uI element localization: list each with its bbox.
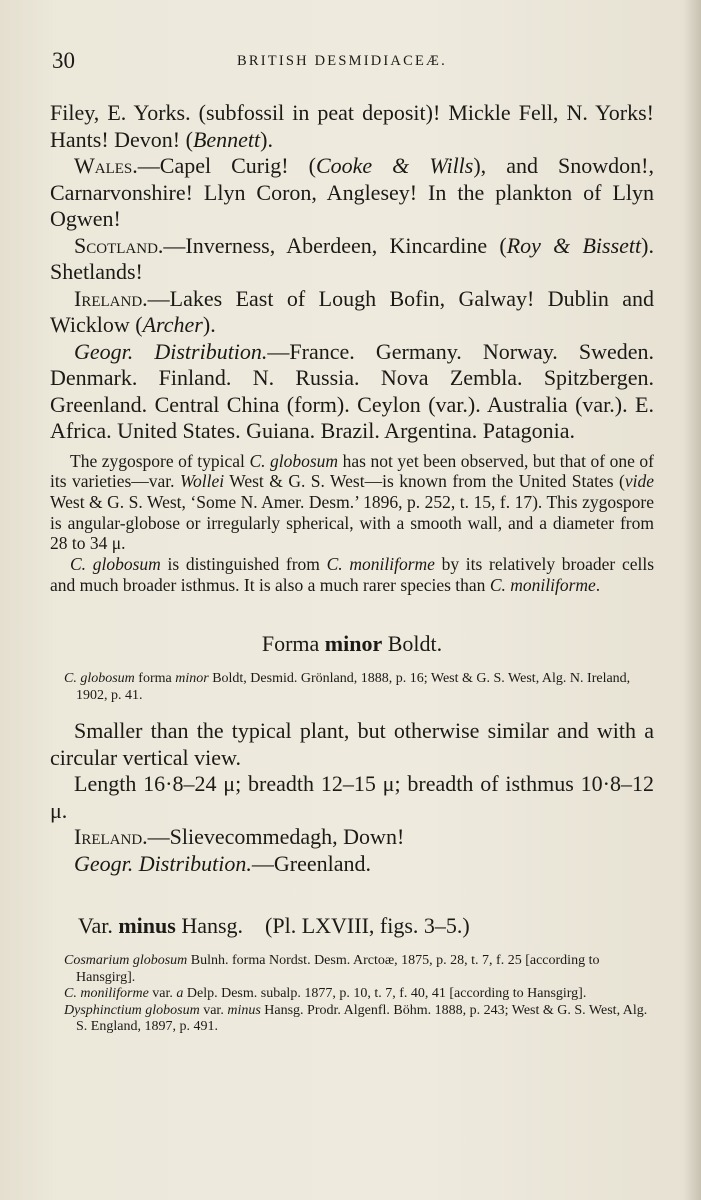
zygospore-note: The zygospore of typical C. globosum has not yet been observed, but that of one of its varieties—var. Wollei West & G. S. West—is known from the United States (vide West & G. S. West, ‘Some N. Amer. Desm.’ 1896, p. 252, t. 15, f. 17). This zygospore is angular-globose or irregularly spherical, with a smooth wall, and a diameter from 28 to 34 μ.: [50, 450, 655, 554]
var-minus-synonym-1: Cosmarium globosum Bulnh. forma Nordst. Desm. Arctoæ, 1875, p. 28, t. 7, f. 25 [according to Hansgirg].: [64, 953, 600, 985]
var-minus-synonym-2: C. moniliforme var. a Delp. Desm. subalp. 1877, p. 10, t. 7, f. 40, 41 [according to Hansgirg].: [64, 986, 587, 1002]
forma-minor-heading: Forma minor Boldt.: [261, 631, 443, 657]
page-number: 30: [52, 48, 75, 73]
var-minus-synonym-3: Dysphinctium globosum var. minus Hansg. Prodr. Algenfl. Böhm. 1888, p. 243; West & G. S. West, Alg. S. England, 1897, p. 491.: [64, 1002, 648, 1035]
page-body: [50, 100, 654, 1036]
distinguishing-note: C. globosum is distinguished from C. moniliforme by its relatively broader cells and much broader isthmus. It is also a much rarer species than C. moniliforme.: [50, 554, 655, 595]
wales-localities: Wales.—Capel Curig! (Cooke & Wills), and Snowdon!, Carnarvonshire! Llyn Coron, Anglesey! In the plankton of Llyn Ogwen!: [50, 153, 654, 231]
scotland-localities: Scotland.—Inverness, Aberdeen, Kincardine (Roy & Bissett). Shetlands!: [50, 232, 654, 284]
forma-minor-description: Smaller than the typical plant, but otherwise similar and with a circular vertical view.: [50, 718, 654, 770]
running-title: BRITISH DESMIDIACEÆ.: [237, 53, 447, 69]
forma-minor-measurements: Length 16·8–24 μ; breadth 12–15 μ; breadth of isthmus 10·8–12 μ.: [50, 771, 654, 823]
geographic-distribution: Geogr. Distribution.—France. Germany. Norway. Sweden. Denmark. Finland. N. Russia. Nova Zembla. Spitzbergen. Greenland. Central China (form). Ceylon (var.). Australia (var.). E. Africa. United States. Guiana. Brazil. Argentina. Patagonia.: [50, 338, 654, 443]
forma-minor-ireland: Ireland.—Slievecommedagh, Down!: [74, 824, 405, 850]
forma-minor-distribution: Geogr. Distribution.—Greenland.: [74, 850, 371, 876]
running-head: [52, 48, 653, 72]
var-minus-heading: Var. minus Hansg. (Pl. LXVIII, figs. 3–5.): [78, 913, 470, 939]
page-gutter-shadow: [683, 0, 701, 1200]
ireland-localities: Ireland.—Lakes East of Lough Bofin, Galway! Dublin and Wicklow (Archer).: [50, 285, 654, 337]
england-localities: Filey, E. Yorks. (subfossil in peat deposit)! Mickle Fell, N. Yorks! Hants! Devon! (Bennett).: [50, 100, 654, 152]
forma-minor-synonymy: C. globosum forma minor Boldt, Desmid. Grönland, 1888, p. 16; West & G. S. West, Alg. N. Ireland, 1902, p. 41.: [64, 671, 631, 703]
